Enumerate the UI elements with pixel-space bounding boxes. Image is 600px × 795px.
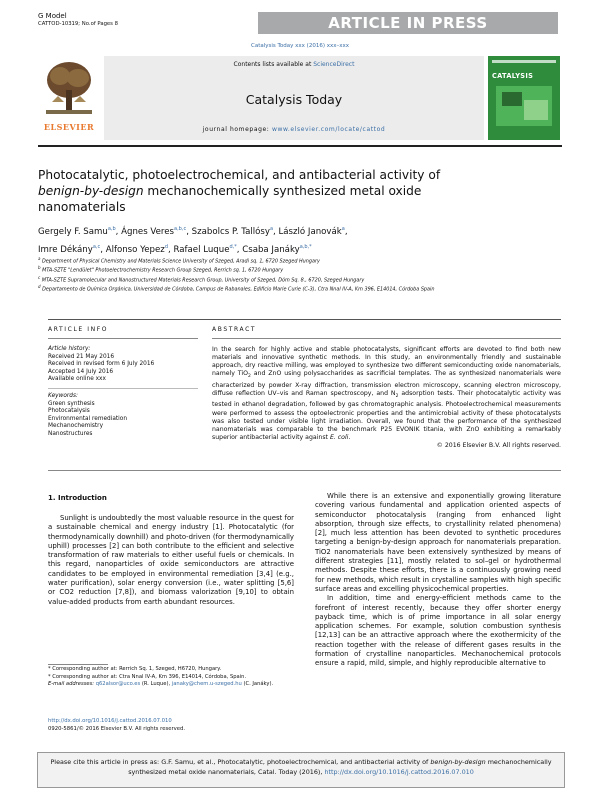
doi-link[interactable]: http://dx.doi.org/10.1016/j.cattod.2016.07.010 (48, 718, 172, 724)
issn-line: 0920-5861/© 2016 Elsevier B.V. All rights reserved. (48, 725, 186, 732)
intro-column-2 (315, 492, 561, 669)
affiliation: $^d$ Departamento de Química Orgánica, Universidad de Córdoba, Campus de Rabanales, Edificio Marie Curie (C-3), Ctra Nnal IV-A, Km 396, E14014, Córdoba Spain (38, 284, 435, 293)
affiliation: $^c$ MTA-SZTE Supramolecular and Nanostructured Materials Research Group, University of Szeged, Dóm Sq. 8., 6720, Szeged Hungary (38, 274, 365, 284)
sciencedirect-link[interactable]: ScienceDirect (313, 61, 355, 68)
author-affiliation-mark[interactable]: a (269, 226, 274, 232)
keyword: Green synthesis (48, 400, 95, 407)
intro-heading: 1. Introduction (48, 494, 107, 502)
author-name[interactable]: Gergely F. Samu (38, 226, 108, 237)
keyword: Photocatalysis (48, 408, 90, 415)
model-label: G Model (38, 12, 67, 20)
page-count: No.of Pages 8 (81, 21, 119, 27)
intro-paragraph: In addition, time and energy-efficient methods came to the forefront of interest recently, because they offer shorter energy payback time, which is of prime importance in all solar energy application schemes. For example, solution combustion synthesis [12,13] can be an attractive approach where the exothermicity of the reaction together with the release of different gases results in the formation of crystalline nanoparticles. Mechanochemical protocols ensure a rapid, mild, simple, and highly reproducible alternative to (315, 594, 561, 668)
author-name[interactable]: Ágnes Veres (121, 226, 175, 237)
author-affiliation-mark[interactable]: a,b,c (174, 226, 187, 232)
journal-title: Catalysis Today (245, 92, 343, 107)
author-name[interactable]: László Janovák (278, 226, 342, 237)
citation-box: Please cite this article in press as: G.F. Samu, et al., Photocatalytic, photoelectrochemical, and antibacterial activity of benign-by-design mechanochemically synthesized metal oxide nanomaterials, Catal. Today (2016), http://dx.doi.org/10.1016/j.cattod.2016.07.010 (37, 752, 565, 788)
header-meta (38, 12, 118, 28)
history-item: Accepted 14 July 2016 (48, 368, 114, 375)
author-list: Gergely F. Samu$^{a,b}$, Ágnes Veres$^{a,b,c}$, Szabolcs P. Tallósy$^a$, László Janovák$^a$, Imre Dékány$^{a,c}$, Alfonso Yepez$^d$, Rafael Luque$^{d,*}$, Csaba Janáky$^{a,b,*}$ (38, 226, 348, 255)
copyright: © 2016 Elsevier B.V. All rights reserved. (436, 442, 561, 450)
history-item: Received in revised form 6 July 2016 (48, 361, 155, 368)
footnote-rule (48, 664, 108, 665)
affiliation: $^b$ MTA-SZTE "Lendület" Photoelectrochemistry Research Group Szeged, Rerrich sq. 1, 6720 Hungary (38, 265, 284, 275)
email-link[interactable]: janaky@chem.u-szeged.hu (171, 681, 242, 688)
keyword: Environmental remediation (48, 415, 128, 422)
article-in-press-banner: ARTICLE IN PRESS (258, 12, 558, 34)
author-affiliation-mark[interactable]: a,b,* (299, 243, 312, 250)
author-name[interactable]: Alfonso Yepez (105, 244, 165, 255)
homepage-link[interactable]: www.elsevier.com/locate/cattod (271, 126, 386, 133)
keyword: Mechanochemistry (48, 423, 103, 430)
history-item: Received 21 May 2016 (48, 353, 115, 360)
keywords-list (48, 401, 198, 439)
citation-doi-link[interactable]: http://dx.doi.org/10.1016/j.cattod.2016.07.010 (324, 767, 474, 776)
history-label: Article history: (48, 346, 91, 352)
intro-column-1 (48, 514, 294, 607)
author-affiliation-mark[interactable]: a (341, 226, 345, 232)
article-title: Photocatalytic, photoelectrochemical, and antibacterial activity of benign-by-design mechanochemically synthesized metal oxide nanomaterials (38, 168, 441, 214)
author-name[interactable]: Imre Dékány (38, 244, 93, 255)
author-affiliation-mark[interactable]: d,* (229, 243, 237, 250)
author-name[interactable]: Csaba Janáky (242, 244, 300, 255)
divider (48, 470, 561, 471)
author-name[interactable]: Szabolcs P. Tallósy (191, 226, 270, 237)
intro-paragraph: Sunlight is undoubtedly the most valuable resource in the quest for a sustainable chemical and energy industry [1]. Photocatalytic (for thermodynamically downhill) and photo-driven (for thermodynamically uphill) processes [2] can both contribute to the efficient and selective transformation of raw materials to either useful fuels or chemicals. In this regard, nanoparticles of oxide semiconductors are attractive candidates to be employed in environmental remediation [3,4] (e.g., water purification), solar energy conversion (i.e., water splitting [5,6] or CO2 reduction [7,8]), and biomass valorization [9,10] to obtain value-added products from earth abundant resources. (48, 514, 294, 606)
keyword: Nanostructures (48, 430, 93, 437)
article-info (48, 346, 198, 439)
history-item: Available online xxx (48, 376, 106, 383)
journal-reference[interactable]: Catalysis Today xxx (2016) xxx–xxx (250, 43, 349, 49)
publisher-name: ELSEVIER (43, 122, 95, 132)
abstract-heading: ABSTRACT (212, 326, 257, 333)
keywords-label: Keywords: (48, 392, 78, 399)
journal-cover (488, 56, 560, 140)
contents-line: Contents lists available at ScienceDirect (233, 61, 355, 68)
article-ref: CATTOD-10319; (38, 21, 81, 27)
email-link[interactable]: q62alsor@uco.es (95, 681, 141, 688)
divider (48, 319, 561, 320)
affiliation: $^a$ Department of Physical Chemistry and Materials Science University of Szeged, Aradi sq. 1, 6720 Szeged Hungary (38, 256, 320, 265)
affiliations (38, 256, 508, 294)
footnotes: * Corresponding author at: Rerrich Sq. 1, Szeged, H6720, Hungary. * Corresponding author at: Ctra Nnal IV-A, Km 396, E14014, Córdoba, Spain. E-mail addresses: q62alsor@uco.es (R. Luque), janaky@chem.u-szeged.hu (C. Janáky). (48, 666, 274, 688)
author-affiliation-mark[interactable]: d (164, 243, 168, 250)
author-affiliation-mark[interactable]: a,c (92, 243, 101, 250)
article-info-heading: ARTICLE INFO (48, 326, 109, 333)
cover-title: CATALYSIS (492, 72, 534, 80)
masthead-rule (38, 145, 562, 147)
doi-block (48, 718, 298, 734)
history-list (48, 354, 198, 384)
divider (212, 338, 561, 339)
intro-paragraph: While there is an extensive and exponentially growing literature covering various fundamental and application oriented aspects of semiconductor photocatalysis (ranging from enhanced light absorption, through size effects, to crystallinity related phenomena) [2], much less attention has been devoted to synthetic procedures targeting a benign-by-design approach for nanomaterials preparation. TiO2 nanomaterials have been extensively synthesized by means of different strategies [11], mostly related to sol–gel or hydrothermal methods. Despite these efforts, there is a continuously growing need for new methods, which result in crystalline samples with high specific surface areas and excelling physicochemical properties. (315, 492, 561, 593)
homepage-line: journal homepage: www.elsevier.com/locate/cattod (202, 126, 386, 133)
author-affiliation-mark[interactable]: a,b (107, 226, 116, 232)
divider (48, 338, 198, 339)
journal-masthead (104, 56, 484, 140)
author-name[interactable]: Rafael Luque (173, 244, 230, 255)
abstract-body: In the search for highly active and stable photocatalysts, significant efforts are devoted to find both new materials and innovative synthetic methods. In this study, an environmentally friendly and sustainable approach, dry reactive milling, was employed to synthesize two different semiconducting oxide nanomaterials, namely TiO$_2$ and ZnO using polysaccharides as sacrificial templates. The as synthesized nanomaterials were characterized by powder X-ray diffraction, transmission electron microscopy, scanning electron microscopy, diffuse reflection UV–vis and Raman spectroscopy, and $N_2$ adsorption tests. Their photocatalytic activity was tested in ethanol degradation, followed by gas chromatographic analysis. Photoelectrochemical measurements were performed to assess the optoelectronic properties and the antimicrobial activity of these photocatalysts was also tested under visible light irradiation. Overall, we found that the performance of the synthesized nanomaterials was comparable to the benchmark P25 EVONIK titania, with ZnO exhibiting a remarkably superior antibacterial activity against E. coli. © 2016 Elsevier B.V. All rights reserved. (212, 346, 561, 450)
elsevier-tree-icon (38, 56, 100, 120)
